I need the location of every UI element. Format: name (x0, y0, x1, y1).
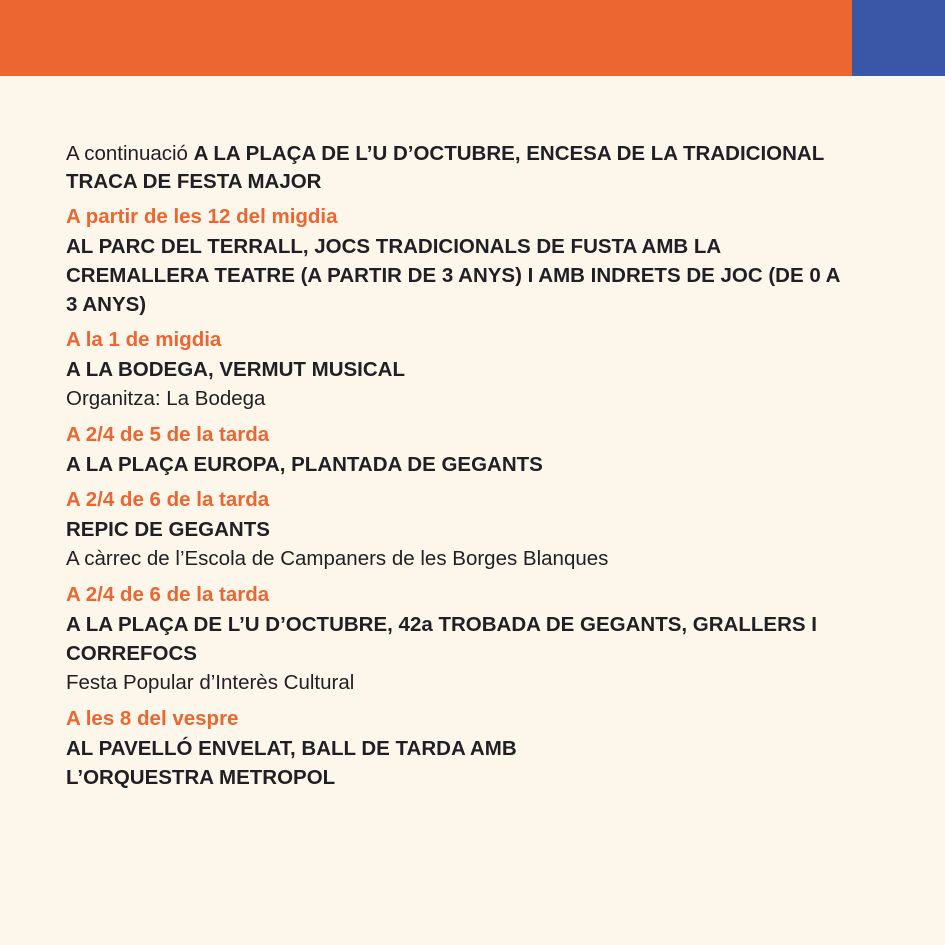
program-list (66, 140, 886, 798)
intro-paragraph (66, 140, 826, 196)
event-title: A LA BODEGA, VERMUT MUSICAL (66, 358, 406, 381)
event-time: A 2/4 de 5 de la tarda (66, 423, 270, 446)
intro-bold: A LA PLAÇA DE L’U D’OCTUBRE, ENCESA DE LA TRADICIONAL TRACA DE FESTA MAJOR (66, 142, 824, 193)
event-item (66, 202, 856, 319)
event-title: AL PARC DEL TERRALL, JOCS TRADICIONALS DE FUSTA AMB LA CREMALLERA TEATRE (A PARTIR DE 3 ANYS) I AMB INDRETS DE JOC (DE 0 A 3 ANYS) (66, 235, 840, 316)
event-time: A la 1 de migdia (66, 328, 222, 351)
event-title: A LA PLAÇA DE L’U D’OCTUBRE, 42a TROBADA DE GEGANTS, GRALLERS I CORREFOCS (66, 613, 817, 665)
event-item (66, 704, 626, 792)
event-title: A LA PLAÇA EUROPA, PLANTADA DE GEGANTS (66, 453, 543, 476)
event-time: A 2/4 de 6 de la tarda (66, 488, 270, 511)
event-title: AL PAVELLÓ ENVELAT, BALL DE TARDA AMB L’ORQUESTRA METROPOL (66, 737, 517, 789)
event-item (66, 420, 886, 479)
event-time: A partir de les 12 del migdia (66, 205, 338, 228)
intro-prefix: A continuació (66, 142, 194, 165)
event-item (66, 325, 886, 414)
event-time: A les 8 del vespre (66, 707, 239, 730)
event-item (66, 580, 826, 698)
event-time: A 2/4 de 6 de la tarda (66, 583, 270, 606)
event-note: A càrrec de l’Escola de Campaners de les Borges Blanques (66, 547, 609, 570)
header-bar-blue (852, 0, 945, 76)
event-title: REPIC DE GEGANTS (66, 518, 270, 541)
event-note: Festa Popular d’Interès Cultural (66, 671, 355, 694)
event-note: Organitza: La Bodega (66, 387, 266, 410)
header-bar-orange (0, 0, 852, 76)
event-item (66, 485, 886, 574)
